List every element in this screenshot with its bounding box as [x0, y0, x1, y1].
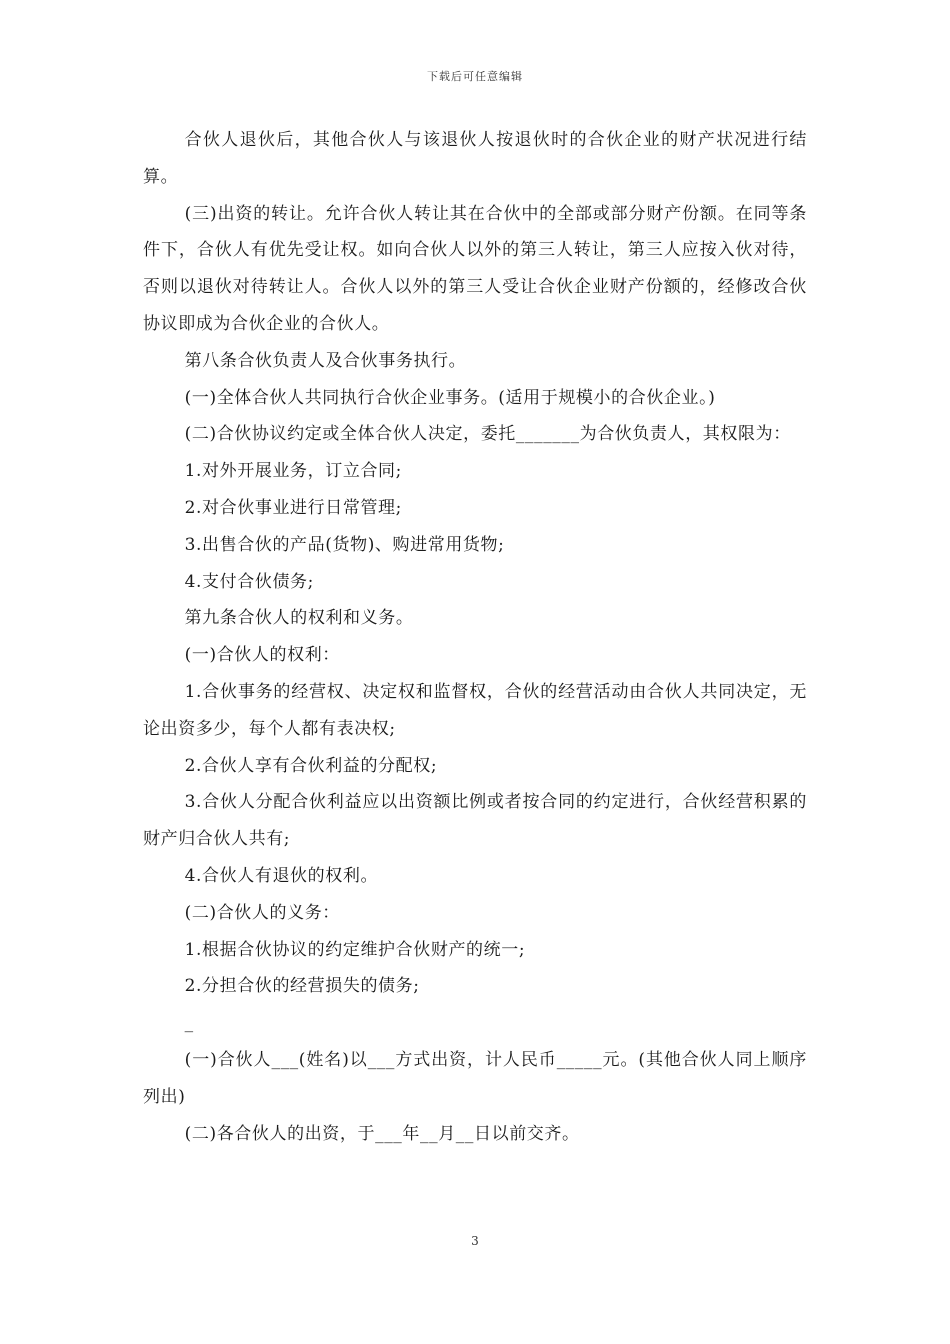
- list-item: 4.支付合伙债务;: [184, 571, 314, 592]
- list-item: 2.合伙人享有合伙利益的分配权;: [184, 755, 438, 776]
- article-9-heading: 第九条合伙人的权利和义务。: [184, 608, 414, 629]
- paragraph-joint-execution: (一)全体合伙人共同执行合伙企业事务。(适用于规模小的合伙企业。): [184, 387, 716, 408]
- list-item: 3.出售合伙的产品(货物)、购进常用货物;: [184, 534, 505, 555]
- list-item: 3.合伙人分配合伙利益应以出资额比例或者按合同的约定进行，合伙经营积累的财产归合伙人共有;: [143, 792, 807, 850]
- list-item: 2.分担合伙的经营损失的债务;: [184, 976, 420, 997]
- document-body: [143, 122, 807, 1152]
- paragraph-settlement: 合伙人退伙后，其他合伙人与该退伙人按退伙时的合伙企业的财产状况进行结算。: [143, 130, 807, 187]
- subheading-obligations: (二)合伙人的义务：: [184, 902, 340, 923]
- paragraph-contribution: (一)合伙人___(姓名)以___方式出资，计人民币_____元。(其他合伙人同上顺序列出): [143, 1049, 807, 1107]
- subheading-rights: (一)合伙人的权利：: [184, 645, 340, 666]
- list-item: 2.对合伙事业进行日常管理;: [184, 497, 402, 518]
- page-number: 3: [471, 1234, 479, 1248]
- paragraph-capital-transfer: (三)出资的转让。允许合伙人转让其在合伙中的全部或部分财产份额。在同等条件下，合伙人有优先受让权。如向合伙人以外的第三人转让，第三人应按入伙对待，否则以退伙对待转让人。合伙人以外的第三人受让合伙企业财产份额的，经修改合伙协议即成为合伙企业的合伙人。: [143, 203, 807, 334]
- separator-mark: _: [184, 1013, 194, 1034]
- list-item: 1.合伙事务的经营权、决定权和监督权，合伙的经营活动由合伙人共同决定，无论出资多少，每个人都有表决权;: [143, 681, 807, 739]
- article-8-heading: 第八条合伙负责人及合伙事务执行。: [184, 350, 467, 371]
- list-item: 1.对外开展业务，订立合同;: [184, 461, 402, 482]
- list-item: 4.合伙人有退伙的权利。: [184, 865, 379, 886]
- paragraph-delegation: (二)合伙协议约定或全体合伙人决定，委托_______为合伙负责人，其权限为：: [184, 424, 791, 445]
- list-item: 1.根据合伙协议的约定维护合伙财产的统一;: [184, 939, 526, 960]
- paragraph-contribution-deadline: (二)各合伙人的出资，于___年__月__日以前交齐。: [184, 1123, 580, 1144]
- page-header: 下载后可任意编辑: [427, 70, 523, 83]
